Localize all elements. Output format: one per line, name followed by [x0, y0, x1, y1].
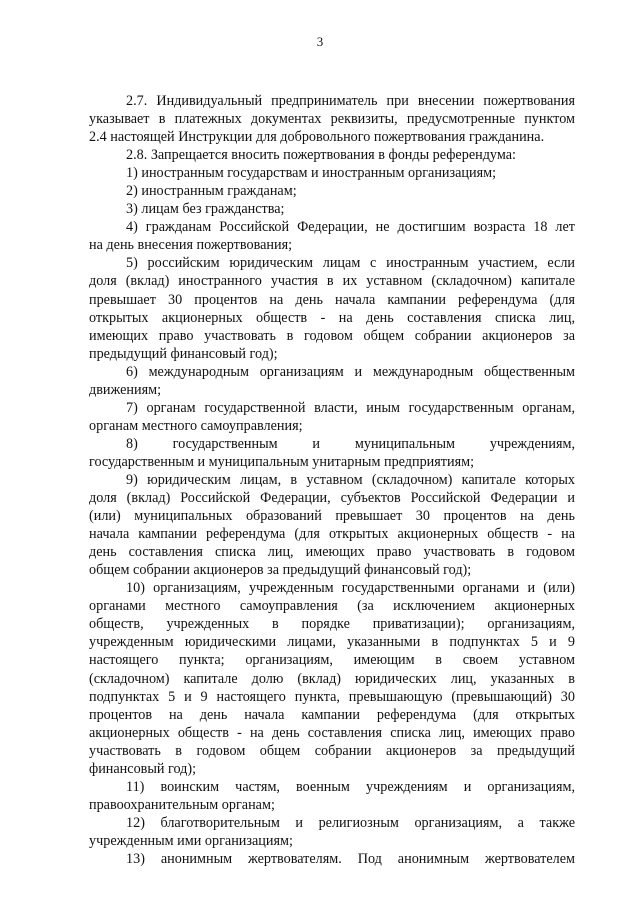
- text-line: открытых акционерных обществ - на день составления списка лиц,: [89, 309, 575, 326]
- text-line: государственным и муниципальным унитарным предприятиям;: [89, 453, 475, 470]
- paragraph-item-10: [89, 579, 575, 778]
- text-line: предыдущий финансовый год);: [89, 345, 278, 362]
- paragraph-p-2-7: [89, 92, 575, 146]
- text-line: указывает в платежных документах реквизиты, предусмотренные пунктом: [89, 111, 575, 128]
- text-line: 6) международным организациям и международным общественным: [126, 363, 575, 380]
- paragraph-item-7: [89, 399, 575, 435]
- paragraph-item-1: [89, 164, 575, 182]
- text-line: 3) лицам без гражданства;: [126, 201, 285, 218]
- text-line: общем собрании акционеров за предыдущий финансовый год);: [89, 562, 472, 579]
- paragraph-item-12: [89, 814, 575, 850]
- text-line: 1) иностранным государствам и иностранным организациям;: [126, 165, 497, 182]
- text-line: учрежденным юридическими лицами, указанными в подпунктах 5 и 9: [89, 634, 575, 651]
- paragraph-item-3: [89, 200, 575, 218]
- text-line: на день внесения пожертвования;: [89, 237, 293, 254]
- text-line: органами местного самоуправления (за исключением акционерных: [89, 598, 575, 615]
- text-line: 9) юридическим лицам, в уставном (складочном) капитале которых: [126, 471, 575, 488]
- document-body: [89, 92, 575, 868]
- text-line: имеющих право участвовать в годовом общем собрании акционеров за: [89, 327, 575, 344]
- text-line: доля (вклад) Российской Федерации, субъектов Российской Федерации и: [89, 490, 575, 507]
- text-line: акционерных обществ - на день составления списка лиц, имеющих право: [89, 724, 575, 741]
- text-line: 12) благотворительным и религиозным организациям, а также: [126, 814, 575, 831]
- text-line: процентов на день начала кампании референдума (для открытых: [89, 706, 575, 723]
- text-line: подпунктах 5 и 9 настоящего пункта, превышающую (превышающий) 30: [89, 688, 575, 705]
- text-line: 10) организациям, учрежденным государственными органами и (или): [126, 580, 575, 597]
- text-line: превышает 30 процентов на день начала кампании референдума (для: [89, 291, 575, 308]
- text-line: учрежденным ими организациям;: [89, 832, 293, 849]
- paragraph-item-2: [89, 182, 575, 200]
- text-line: 5) российским юридическим лицам с иностранным участием, если: [126, 255, 575, 272]
- text-line: органам местного самоуправления;: [89, 417, 303, 434]
- text-line: 4) гражданам Российской Федерации, не достигшим возраста 18 лет: [126, 219, 575, 236]
- paragraph-item-9: [89, 471, 575, 579]
- paragraph-item-4: [89, 218, 575, 254]
- text-line: 13) анонимным жертвователям. Под анонимным жертвователем: [126, 850, 575, 867]
- text-line: (складочном) капитале долю (вклад) юридических лиц, указанных в: [89, 670, 575, 687]
- text-line: движениям;: [89, 381, 162, 398]
- text-line: 7) органам государственной власти, иным государственным органам,: [126, 399, 575, 416]
- text-line: 2.8. Запрещается вносить пожертвования в фонды референдума:: [126, 147, 516, 164]
- text-line: 11) воинским частям, военным учреждениям и организациям,: [126, 778, 575, 795]
- text-line: начала кампании референдума (для открытых акционерных обществ - на: [89, 526, 575, 543]
- text-line: доля (вклад) иностранного участия в их уставном (складочном) капитале: [89, 273, 575, 290]
- paragraph-item-8: [89, 435, 575, 471]
- text-line: (или) муниципальных образований превышает 30 процентов на день: [89, 508, 575, 525]
- page-number: 3: [316, 34, 324, 49]
- paragraph-p-2-8: [89, 146, 575, 164]
- text-line: участвовать в годовом общем собрании акционеров за предыдущий: [89, 742, 575, 759]
- paragraph-item-13: [89, 850, 575, 868]
- text-line: финансовый год);: [89, 760, 197, 777]
- text-line: день составления списка лиц, имеющих право участвовать в годовом: [89, 544, 575, 561]
- text-line: 8) государственным и муниципальным учреждениям,: [126, 435, 575, 452]
- paragraph-item-11: [89, 778, 575, 814]
- text-line: 2.4 настоящей Инструкции для добровольного пожертвования гражданина.: [89, 129, 545, 146]
- text-line: правоохранительным органам;: [89, 796, 275, 813]
- paragraph-item-6: [89, 363, 575, 399]
- paragraph-item-5: [89, 254, 575, 362]
- text-line: настоящего пункта; организациям, имеющим в своем уставном: [89, 652, 575, 669]
- text-line: 2) иностранным гражданам;: [126, 183, 297, 200]
- text-line: 2.7. Индивидуальный предприниматель при внесении пожертвования: [126, 93, 575, 109]
- text-line: обществ, учрежденных в порядке приватизации); организациям,: [89, 616, 575, 633]
